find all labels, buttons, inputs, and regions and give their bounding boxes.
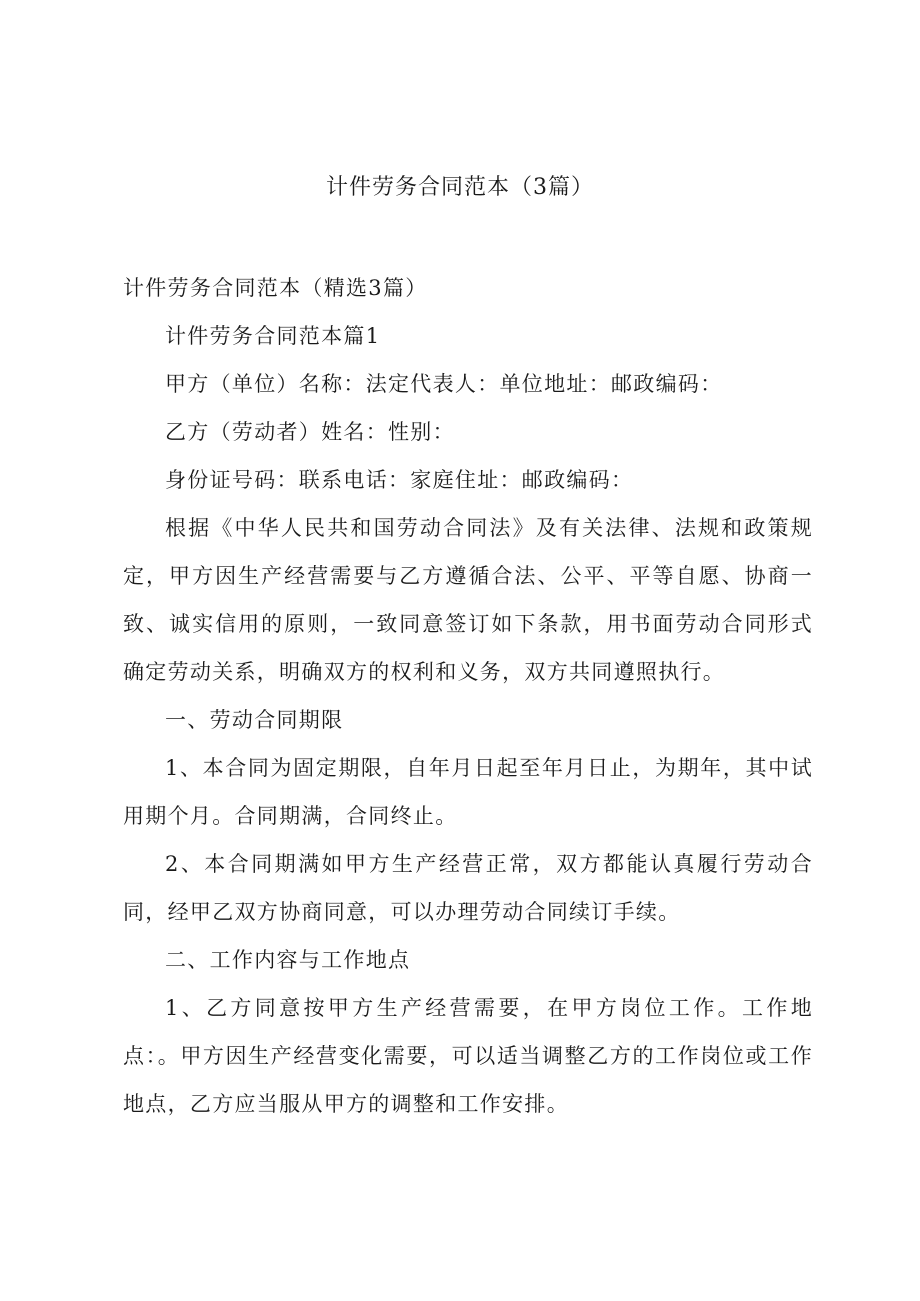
document-title: 计件劳务合同范本（3篇） [326, 175, 594, 200]
clause-paragraph: 2、本合同期满如甲方生产经营正常，双方都能认真履行劳动合同，经甲乙双方协商同意，可以办理劳动合同续订手续。 [123, 852, 813, 924]
document-body [123, 264, 813, 1128]
clause-heading: 二、工作内容与工作地点 [165, 948, 411, 972]
clause-paragraph: 1、本合同为固定期限，自年月日起至年月日止，为期年，其中试用期个月。合同期满，合同终止。 [123, 756, 813, 828]
party-b-line: 乙方（劳动者）姓名：性别： [165, 420, 455, 444]
document-subtitle: 计件劳务合同范本（精选3篇） [123, 276, 428, 300]
id-contact-line: 身份证号码：联系电话：家庭住址：邮政编码： [165, 468, 634, 492]
section-heading: 计件劳务合同范本篇1 [165, 324, 381, 348]
preamble-paragraph: 根据《中华人民共和国劳动合同法》及有关法律、法规和政策规定，甲方因生产经营需要与乙方遵循合法、公平、平等自愿、协商一致、诚实信用的原则，一致同意签订如下条款，用书面劳动合同形式确定劳动关系，明确双方的权利和义务，双方共同遵照执行。 [123, 516, 813, 684]
clause-heading: 一、劳动合同期限 [165, 708, 344, 732]
party-a-line: 甲方（单位）名称：法定代表人：单位地址：邮政编码： [165, 372, 723, 396]
clause-paragraph: 1、乙方同意按甲方生产经营需要，在甲方岗位工作。工作地点：。甲方因生产经营变化需要，可以适当调整乙方的工作岗位或工作地点，乙方应当服从甲方的调整和工作安排。 [123, 996, 813, 1116]
